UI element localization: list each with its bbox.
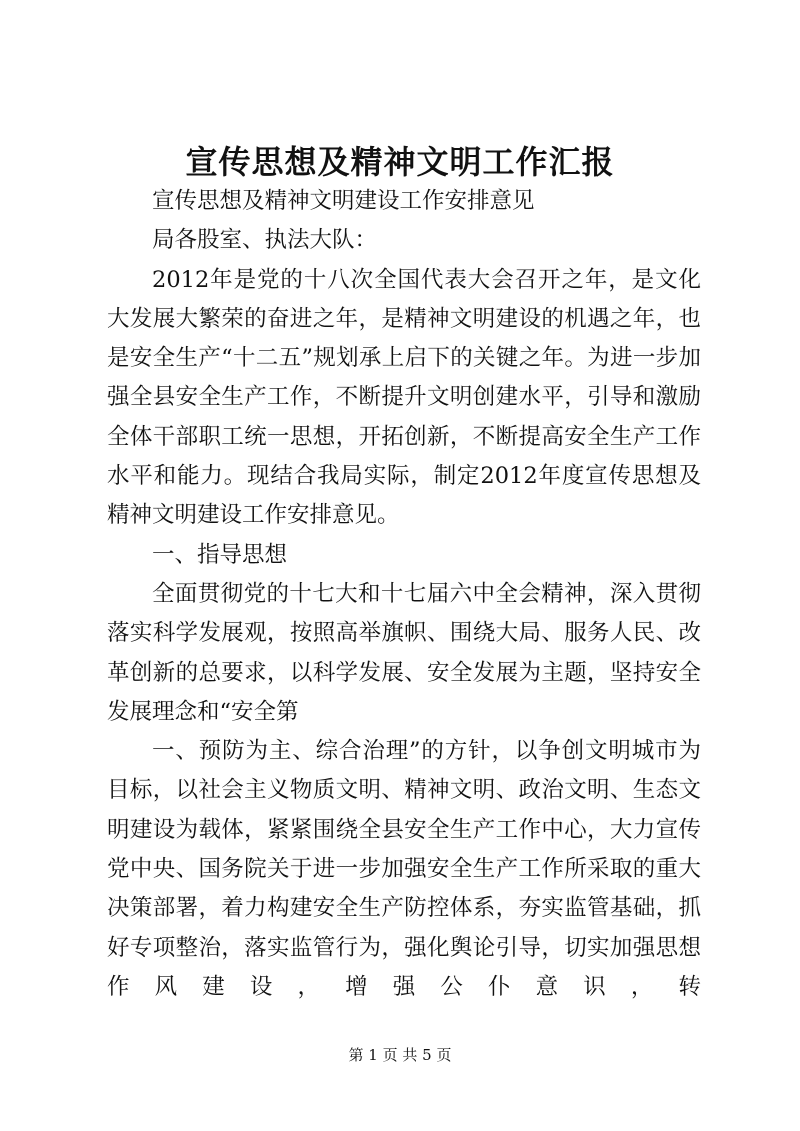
paragraph-introduction: 2012年是党的十八次全国代表大会召开之年，是文化大发展大繁荣的奋进之年，是精神文明建设的机遇之年，也是安全生产“十二五”规划承上启下的关键之年。为进一步加强全县安全生产工作，不断提升文明创建水平，引导和激励全体干部职工统一思想，开拓创新，不断提高安全生产工作水平和能力。现结合我局实际，制定2012年度宣传思想及精神文明建设工作安排意见。 xyxy=(107,266,701,529)
paragraph-guiding-ideology: 全面贯彻党的十七大和十七届六中全会精神，深入贯彻落实科学发展观，按照高举旗帜、围绕大局、服务人民、改革创新的总要求，以科学发展、安全发展为主题，坚持安全发展理念和“安全第 xyxy=(107,580,701,725)
paragraph-addressee: 局各股室、执法大队： xyxy=(152,227,378,254)
section-heading-guiding-ideology: 一、指导思想 xyxy=(152,541,288,568)
document-title: 宣传思想及精神文明工作汇报 xyxy=(185,143,615,181)
paragraph-continuation: 一、预防为主、综合治理”的方针，以争创文明城市为目标，以社会主义物质文明、精神文明、政治文明、生态文明建设为载体，紧紧围绕全县安全生产工作中心，大力宣传党中央、国务院关于进一步加强安全生产工作所采取的重大决策部署，着力构建安全生产防控体系，夯实监管基础，抓好专项整治，落实监管行为，强化舆论引导，切实加强思想作风建设，增强公仆意识，转 xyxy=(107,738,701,1000)
paragraph-subtitle: 宣传思想及精神文明建设工作安排意见 xyxy=(152,188,535,214)
document-body xyxy=(107,182,701,1007)
page-number-footer: 第 1 页 共 5 页 xyxy=(348,1046,452,1064)
